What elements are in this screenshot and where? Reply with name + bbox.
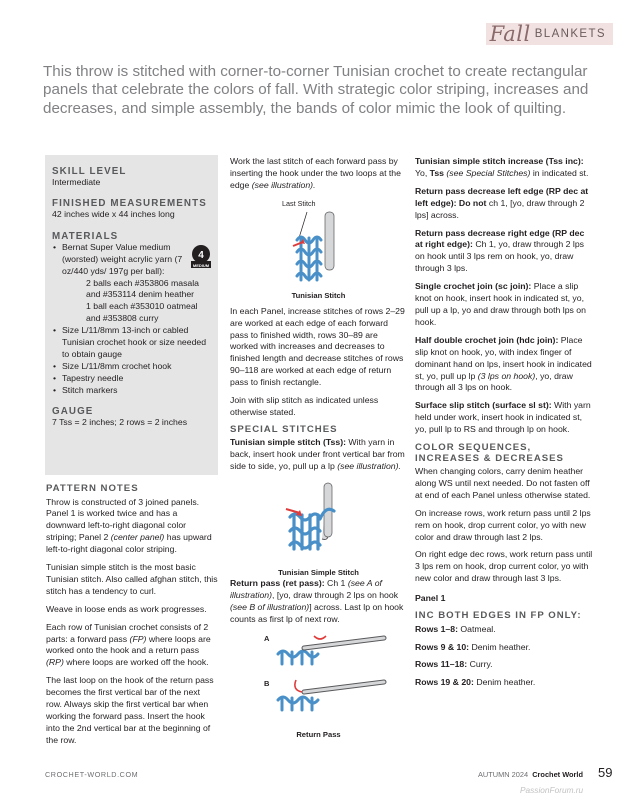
note-paragraph: Throw is constructed of 3 joined panels. Panel 1 is worked twice and has a downward left-to-right diagonal color striping; Panel 2 (center panel) has upward left-to-right diagonal color striping. — [46, 496, 212, 555]
footer-magazine: Crochet World — [532, 770, 583, 779]
special-stitches-heading: SPECIAL STITCHES — [230, 423, 338, 435]
stitch-definition: Single crochet join (sc join): Place a slip knot on hook, insert hook in indicated st, yo, pull up a lp, yo and draw through both lps on hook. — [415, 281, 586, 327]
row-instruction: Rows 9 & 10: Denim heather. — [415, 641, 531, 652]
material-yarn-colors-2: 1 ball each #353010 oatmeal and #353808 curry — [86, 301, 198, 324]
color-sequences-heading: COLOR SEQUENCES, INCREASES & DECREASES — [415, 442, 564, 464]
section-tag-fall: Fall — [489, 22, 531, 46]
stitch-definition: Half double crochet join (hdc join): Place slip knot on hook, yo, with index finger of dominant hand on lps, insert hook in indicated st, yo, pull up lp (3 lps on hook), yo, draw through all 3 lps on hook. — [415, 334, 592, 393]
material-yarn: • Bernat Super Value medium (worsted) weight acrylic yarn (7 oz/440 yds/ 197g per ball): — [62, 242, 211, 278]
footer-issue: AUTUMN 2024 Crochet World — [478, 770, 583, 779]
section-tag-blankets: BLANKETS — [534, 28, 606, 40]
material-markers: • Stitch markers — [62, 385, 211, 397]
measure-value: 42 inches wide x 44 inches long — [52, 208, 175, 219]
column-2 — [230, 156, 407, 742]
skill-heading: SKILL LEVEL — [52, 166, 127, 177]
note-paragraph: In each Panel, increase stitches of rows 2–29 are worked at each edge of each forward pass to finished width, rows 30–89 are worked with increases and decreases to finished length and decrease stitches of rows 90–118 are worked at each edge of return pass to finish rectangle. — [230, 305, 405, 388]
section-tag — [486, 23, 613, 45]
note-paragraph: Each row of Tunisian crochet consists of 2 parts: a forward pass (FP) where loops are worked onto the hook and a return pass (RP) where loops are worked off the hook. — [46, 621, 211, 668]
materials-list — [52, 242, 211, 397]
stitch-definition: Return pass decrease left edge (RP dec at left edge): Do not ch 1, [yo, draw through 2 lps] across. — [415, 185, 589, 220]
stitch-definition: Return pass (ret pass): Ch 1 (see A of illustration), [yo, draw through 2 lps on hook (see B of illustration)] across. Last lp on hook counts as first lp of next row. — [230, 578, 404, 624]
gauge-value: 7 Tss = 2 inches; 2 rows = 2 inches — [52, 416, 188, 427]
note-paragraph: Tunisian simple stitch is the most basic Tunisian stitch. Also called afghan stitch, this stitch has a tendency to curl. — [46, 562, 218, 596]
return-pass-b-drawing — [274, 674, 394, 714]
intro-paragraph: This throw is stitched with corner-to-corner Tunisian crochet to create rectangular panels that celebrate the colors of fall. With strategic color striping, increases and decreases, and simple assembly, the bands of color mimic the look of quilting. — [43, 63, 589, 117]
return-pass-illustration — [230, 632, 407, 742]
footer-site: CROCHET-WORLD.COM — [45, 770, 139, 779]
last-stitch-drawing — [285, 208, 355, 286]
stitch-definition: Tunisian simple stitch increase (Tss inc): Yo, Tss (see Special Stitches) in indicated st. — [415, 156, 589, 178]
inc-both-edges-heading: INC BOTH EDGES IN FP ONLY: — [415, 610, 582, 622]
material-hook-2: • Size L/11/8mm crochet hook — [62, 361, 211, 373]
row-instruction: Rows 11–18: Curry. — [415, 659, 493, 670]
note-paragraph: On right edge dec rows, work return pass until 3 lps rem on hook, drop current color, yo with new color and draw through last 3 lps. — [415, 549, 593, 584]
skill-value: Intermediate — [52, 177, 101, 187]
watermark: PassionForum.ru — [520, 785, 584, 795]
return-pass-caption: Return Pass — [296, 729, 341, 739]
page-number: 59 — [598, 765, 613, 780]
panel-1-heading: Panel 1 — [415, 593, 446, 604]
return-pass-a-drawing — [274, 632, 394, 668]
materials-heading: MATERIALS — [52, 230, 119, 242]
yarn-badge-word: MEDIUM — [192, 262, 210, 268]
last-stitch-label: Last Stitch — [282, 198, 316, 208]
note-paragraph: Work the last stitch of each forward pass by inserting the hook under the two loops at the edge (see illustration). — [230, 156, 401, 190]
row-instruction: Rows 19 & 20: Denim heather. — [415, 677, 536, 688]
tunisian-simple-stitch-drawing — [280, 477, 370, 563]
note-paragraph: The last loop on the hook of the return pass becomes the first vertical bar of the next row. Always skip the first vertical bar when working the forward pass. Insert the hook into the 2nd vertical bar at the beginning of the row. — [46, 675, 214, 745]
material-hook-1: • Size L/11/8mm 13-inch or cabled Tunisian crochet hook or size needed to obtain gauge — [62, 325, 211, 361]
info-sidebar — [45, 155, 218, 475]
tunisian-simple-stitch-caption: Tunisian Simple Stitch — [278, 568, 359, 578]
stitch-definition: Surface slip stitch (surface sl st): With yarn held under work, insert hook in indicated st, yo, pull lp to RS and through lp on hook. — [415, 400, 591, 435]
note-paragraph: Weave in loose ends as work progresses. — [46, 603, 207, 614]
tunisian-simple-stitch-illustration — [230, 477, 407, 578]
note-paragraph: On increase rows, work return pass until 2 lps rem on hook, drop current color, yo with new color and draw through last 2 lps. — [415, 507, 591, 542]
material-yarn-colors-1: 2 balls each #353806 masala and #353114 denim heather — [86, 277, 200, 300]
measure-heading: FINISHED MEASUREMENTS — [52, 197, 207, 209]
column-1 — [46, 484, 218, 753]
tunisian-stitch-caption: Tunisian Stitch — [291, 290, 346, 300]
row-instruction: Rows 1–8: Oatmeal. — [415, 623, 496, 634]
stitch-definition: Return pass decrease right edge (RP dec at right edge): Ch 1, yo, draw through 2 lps on hook until 3 lps rem on hook, yo, draw through 3 lps. — [415, 227, 585, 274]
yarn-badge-number: 4 — [198, 249, 204, 261]
gauge-heading: GAUGE — [52, 405, 94, 417]
note-paragraph: Join with slip stitch as indicated unless otherwise stated. — [230, 395, 379, 417]
stitch-definition: Tunisian simple stitch (Tss): With yarn in back, insert hook under front vertical bar from side to side, yo, pull up a lp (see illustration). — [230, 437, 405, 472]
return-pass-label-a: A — [264, 633, 270, 643]
material-needle: • Tapestry needle — [62, 373, 211, 385]
note-paragraph: When changing colors, carry denim heather along WS until next needed. Do not fasten off at end of each Panel unless otherwise stated. — [415, 466, 591, 500]
return-pass-label-b: B — [264, 678, 270, 688]
pattern-notes-heading: PATTERN NOTES — [46, 483, 139, 494]
last-stitch-illustration — [230, 198, 407, 302]
column-3 — [415, 156, 593, 695]
